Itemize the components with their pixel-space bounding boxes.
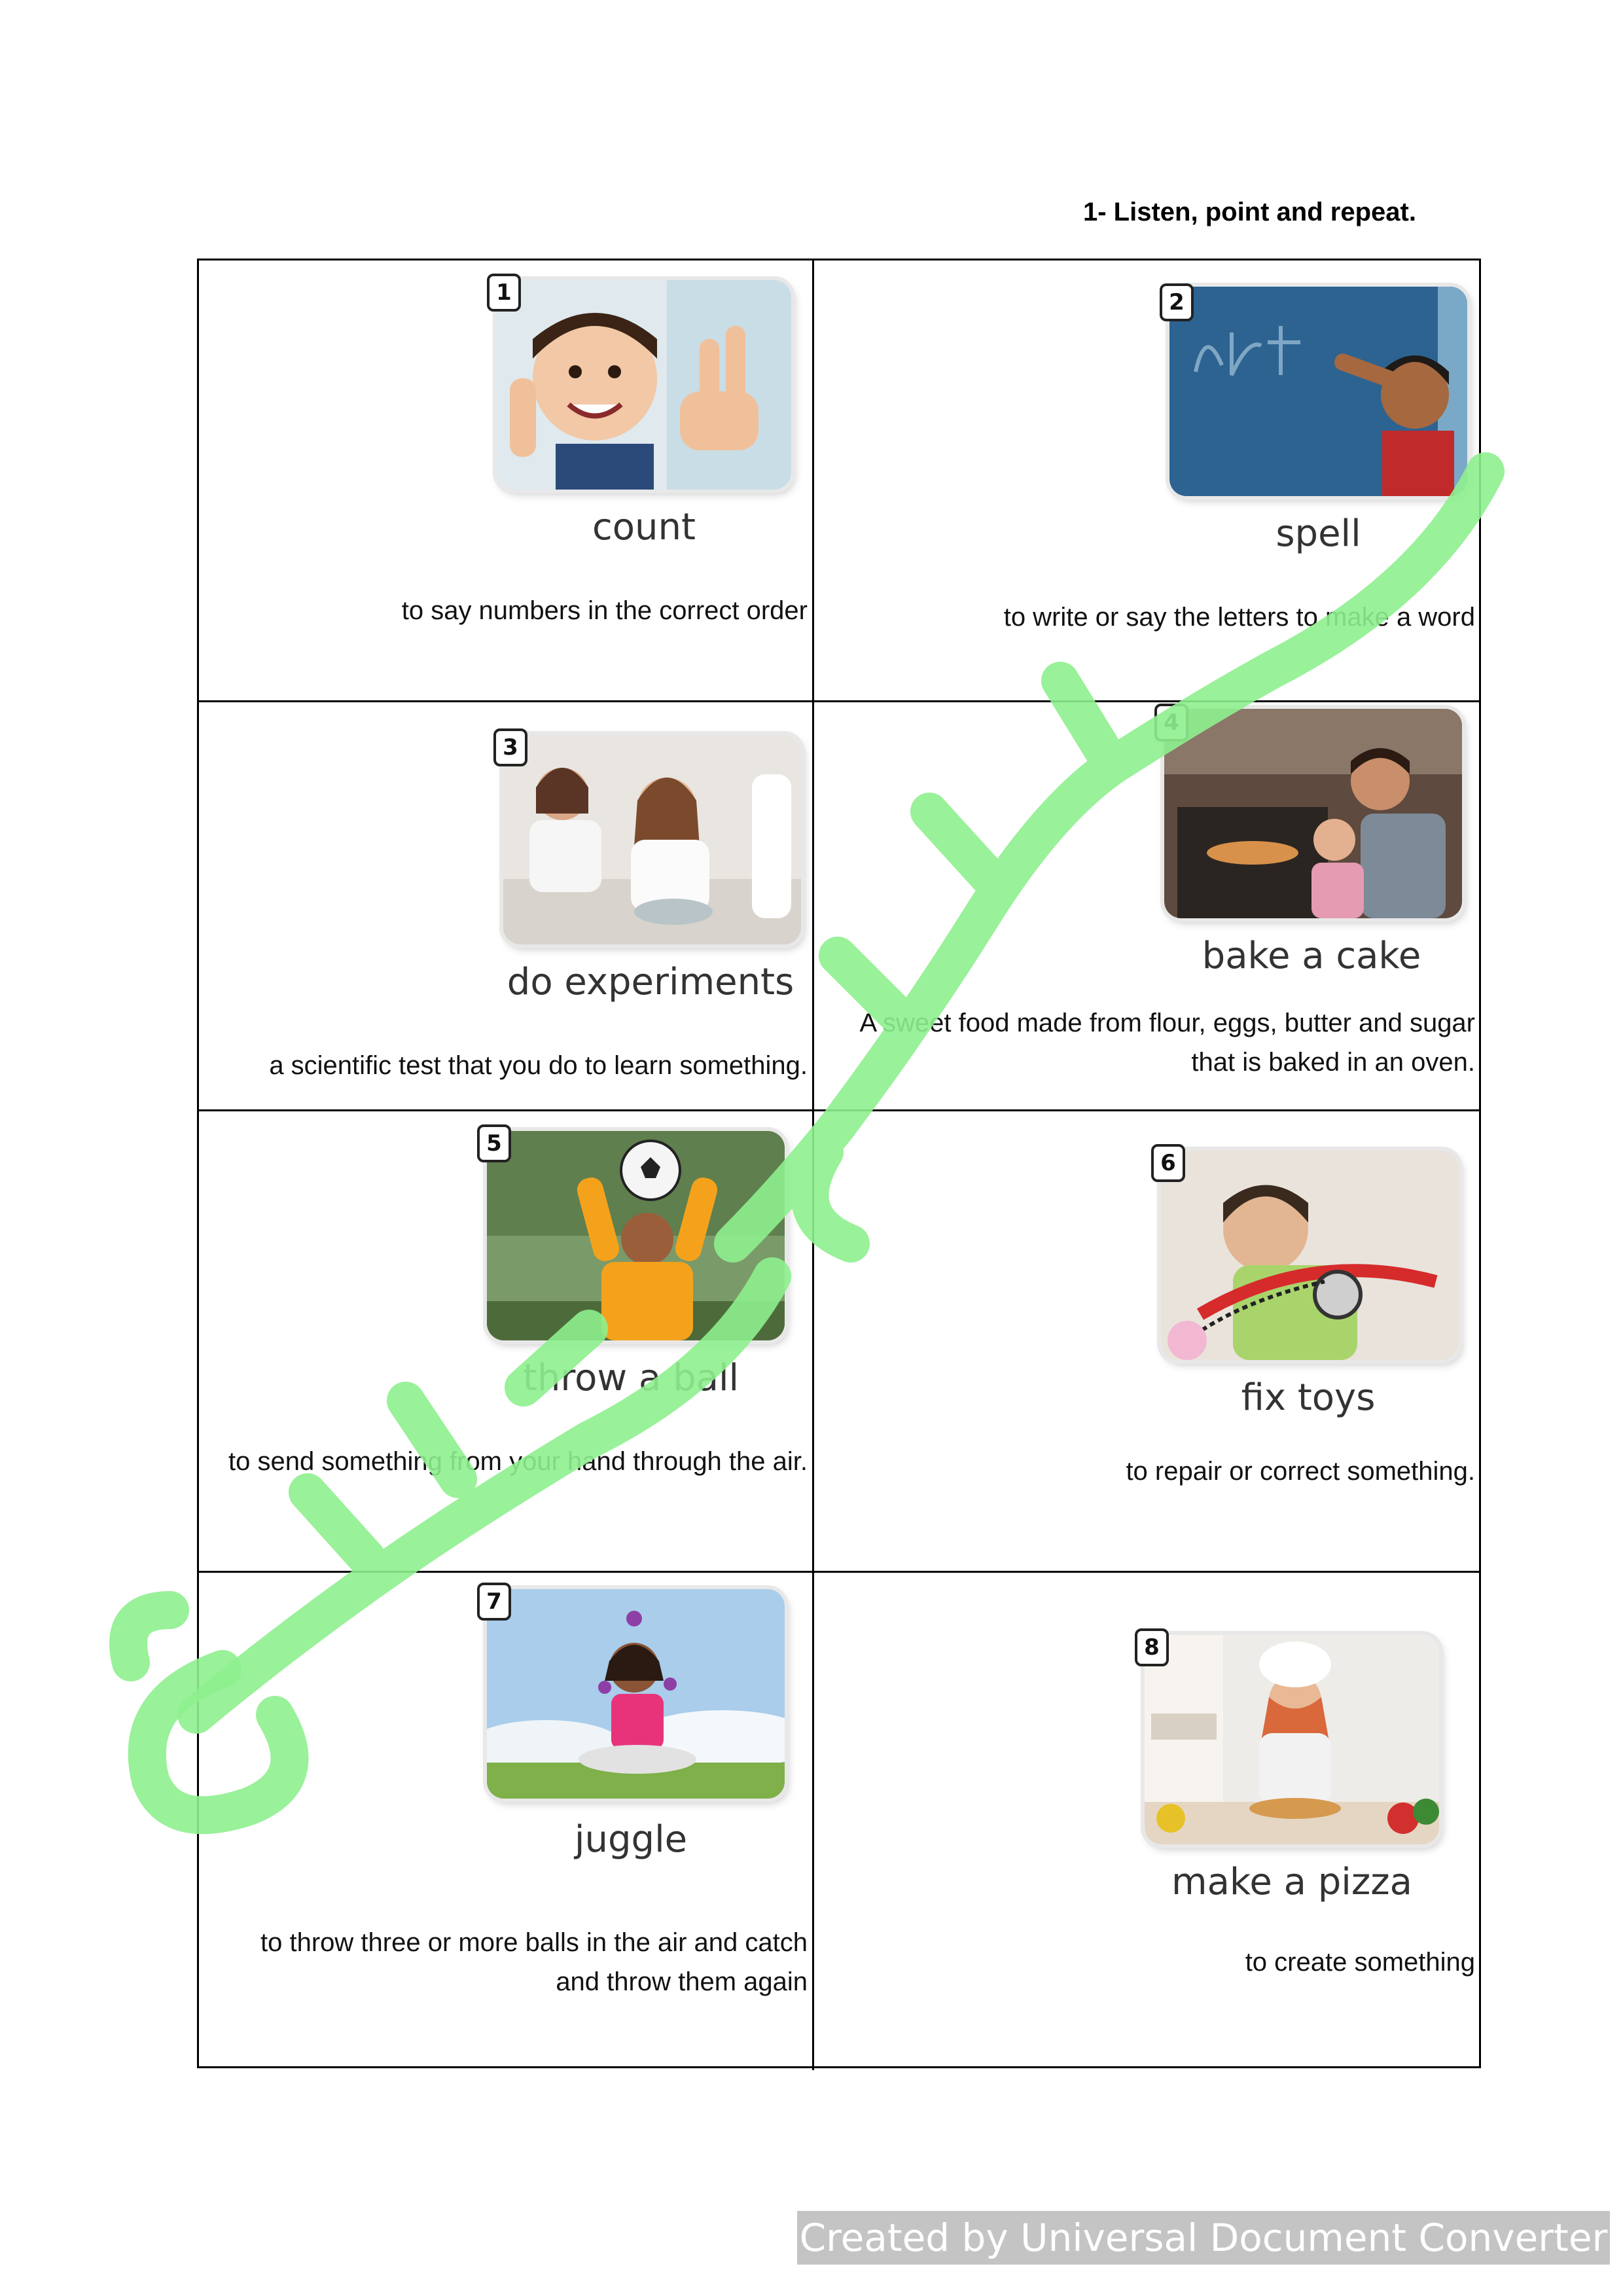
vocab-word-bake-a-cake: bake a cake — [1202, 935, 1421, 977]
vocab-cell-make-a-pizza — [814, 1573, 1479, 2070]
number-badge-4: 4 — [1154, 704, 1188, 742]
definition-juggle: to throw three or more balls in the air and catch and throw them again — [260, 1928, 808, 1996]
make-a-pizza-image — [1145, 1635, 1439, 1844]
throw-a-ball-image — [487, 1131, 785, 1340]
exercise-instruction: 1- Listen, point and repeat. — [1083, 198, 1416, 226]
table-row — [199, 1111, 1479, 1573]
vocab-cell-fix-toys — [814, 1111, 1479, 1571]
definition-fix-toys: to repair or correct something. — [1126, 1457, 1475, 1486]
bake-a-cake-image — [1164, 709, 1462, 918]
definition-do-experiments: a scientific test that you do to learn something. — [269, 1051, 808, 1080]
vocab-cell-juggle — [199, 1573, 814, 2070]
spell-image — [1169, 287, 1467, 496]
definition-throw-a-ball: to send something from your hand through the air. — [228, 1447, 808, 1476]
definition-make-a-pizza: to create something — [1245, 1948, 1475, 1977]
vocab-cell-do-experiments — [199, 702, 814, 1109]
vocab-cell-bake-a-cake — [814, 702, 1479, 1109]
vocab-word-fix-toys: fix toys — [1241, 1376, 1376, 1419]
do-experiments-image — [503, 735, 801, 944]
fix-toys-image — [1161, 1151, 1459, 1360]
juggle-image — [487, 1589, 785, 1799]
vocab-cell-count — [199, 260, 814, 700]
definition-count: to say numbers in the correct order — [401, 596, 808, 625]
number-badge-1: 1 — [487, 274, 521, 312]
vocab-word-count: count — [592, 506, 696, 548]
number-badge-2: 2 — [1160, 283, 1194, 321]
table-row — [199, 702, 1479, 1111]
definition-bake-a-cake: A sweet food made from flour, eggs, butter and sugar that is baked in an oven. — [859, 1009, 1475, 1077]
number-badge-6: 6 — [1151, 1144, 1185, 1182]
number-badge-5: 5 — [477, 1124, 511, 1162]
vocab-word-spell: spell — [1275, 512, 1361, 555]
vocab-word-do-experiments: do experiments — [507, 961, 794, 1003]
vocab-word-juggle: juggle — [574, 1818, 688, 1861]
count-image — [497, 280, 791, 490]
vocabulary-table — [197, 259, 1481, 2068]
watermark-text: المعلمي الاكتر في الشامل — [0, 0, 7, 1]
number-badge-3: 3 — [493, 728, 527, 766]
vocab-cell-spell — [814, 260, 1479, 700]
vocab-cell-throw-a-ball — [199, 1111, 814, 1571]
vocab-word-make-a-pizza: make a pizza — [1171, 1861, 1412, 1903]
number-badge-8: 8 — [1135, 1628, 1169, 1666]
table-row — [199, 260, 1479, 702]
vocab-word-throw-a-ball: throw a ball — [522, 1357, 740, 1399]
definition-spell: to write or say the letters to make a word — [1003, 603, 1475, 632]
converter-footer: Created by Universal Document Converter — [797, 2211, 1610, 2265]
number-badge-7: 7 — [477, 1583, 511, 1621]
table-row — [199, 1573, 1479, 2070]
